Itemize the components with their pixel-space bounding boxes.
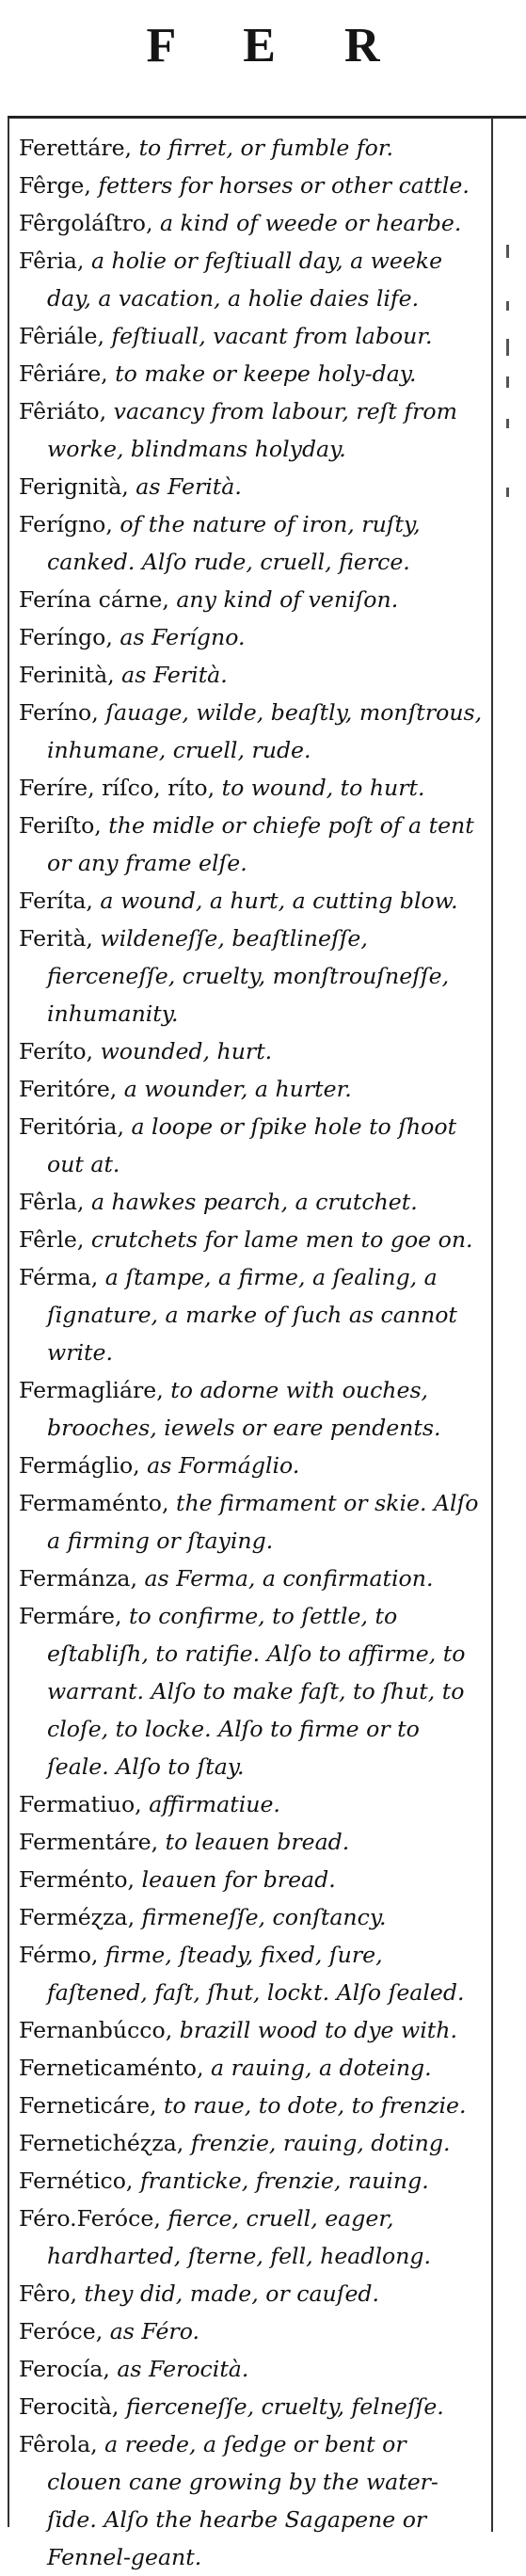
dictionary-entry	[19, 167, 486, 204]
entry-headword: Feritóre,	[19, 1076, 118, 1102]
dictionary-entry	[19, 2275, 486, 2312]
dictionary-entry	[19, 618, 486, 656]
entry-definition: the midle or chiefe poſt of a tent or any frame elſe.	[47, 812, 474, 876]
dictionary-entry	[19, 1560, 486, 1597]
entry-headword: Fernanbúcco,	[19, 2017, 173, 2043]
entry-headword: Fêrge,	[19, 172, 91, 199]
entry-definition: ſauage, wilde, beaſtly, monſtrous, inhumane, cruell, rude.	[47, 699, 483, 763]
entry-headword: Fêrla,	[19, 1189, 85, 1215]
entry-headword: Fêrola,	[19, 2431, 98, 2457]
entry-definition: a kind of weede or hearbe.	[159, 210, 462, 236]
entry-definition: as Ferígno.	[120, 624, 246, 650]
dictionary-entry	[19, 317, 486, 355]
entry-headword: Fêrgoláſtro,	[19, 210, 153, 236]
entry-headword: Ferocía,	[19, 2356, 110, 2382]
entry-definition: fetters for horses or other cattle.	[98, 172, 470, 199]
entry-definition: any kind of veniſon.	[176, 586, 399, 613]
entry-headword: Férma,	[19, 1264, 99, 1290]
entry-definition: feſtiuall, vacant from labour.	[111, 323, 433, 349]
dictionary-entry	[19, 1447, 486, 1484]
entry-headword: Feróce,	[19, 2318, 104, 2344]
entry-headword: Fermaménto,	[19, 1490, 169, 1516]
entry-headword: Ferneticaménto,	[19, 2055, 204, 2081]
entry-definition: to firret, or fumble for.	[138, 135, 394, 161]
entry-definition: a loope or ſpike hole to ſhoot out at.	[47, 1113, 457, 1177]
dictionary-entry	[19, 505, 486, 581]
entry-headword: Fêrle,	[19, 1226, 85, 1253]
header-rule	[8, 116, 526, 119]
dictionary-entry	[19, 1936, 486, 2011]
entry-definition: fierce, cruell, eager, hardharted, ſterne, fell, headlong.	[47, 2205, 432, 2269]
entry-definition: crutchets for lame men to goe on.	[90, 1226, 473, 1253]
entry-definition: as Ferocità.	[117, 2356, 249, 2382]
entry-headword: Fermánza,	[19, 1565, 137, 1592]
entry-headword: Ferignità,	[19, 473, 129, 500]
dictionary-entry	[19, 204, 486, 242]
entry-definition: to confirme, to ſettle, to eſtabliſh, to ratifie. Alſo to affirme, to warrant. Alſo to make faſt, to ſhut, to cloſe, to locke. Alſo to firme or to ſeale. Alſo to ſtay.	[47, 1603, 466, 1780]
entry-definition: a wound, a hurt, a cutting blow.	[100, 888, 458, 914]
entry-definition: of the nature of iron, ruſty, canked. Alſo rude, cruell, fierce.	[47, 511, 421, 575]
dictionary-entry	[19, 1823, 486, 1861]
entry-headword: Ferína cárne,	[19, 586, 169, 613]
dictionary-entry	[19, 1484, 486, 1560]
entry-headword: Ferneticáre,	[19, 2092, 157, 2119]
entry-headword: Ferità,	[19, 925, 93, 952]
dictionary-entry	[19, 1258, 486, 1371]
dictionary-entry	[19, 2350, 486, 2388]
entry-definition: as Formáglio.	[147, 1452, 300, 1479]
entry-definition: brazill wood to dye with.	[179, 2017, 457, 2043]
dictionary-entry	[19, 656, 486, 694]
entry-headword: Feríngo,	[19, 624, 113, 650]
entry-headword: Feríta,	[19, 888, 93, 914]
dictionary-entry	[19, 129, 486, 167]
dictionary-entry	[19, 1371, 486, 1447]
dictionary-entry	[19, 2087, 486, 2124]
entry-headword: Férmo,	[19, 1942, 99, 1968]
entry-headword: Fernético,	[19, 2168, 134, 2194]
entry-headword: Fermatiuo,	[19, 1791, 142, 1817]
entry-definition: affirmatiue.	[149, 1791, 280, 1817]
entry-definition: the firmament or skie. Alſo a firming or ſtaying.	[47, 1490, 479, 1554]
entry-headword: Fernetichéɀza,	[19, 2130, 184, 2156]
entry-headword: Fermentáre,	[19, 1829, 159, 1855]
entry-definition: wildeneſſe, beaſtlineſſe, fierceneſſe, cruelty, monſtrouſneſſe, inhumanity.	[47, 925, 450, 1027]
margin-ticks	[501, 235, 519, 1176]
entry-definition: to adorne with ouches, brooches, iewels or eare pendents.	[47, 1377, 441, 1441]
entry-definition: vacancy from labour, reſt from worke, blindmans holyday.	[47, 398, 457, 462]
entry-headword: Ferettáre,	[19, 135, 133, 161]
dictionary-entry	[19, 355, 486, 392]
entry-headword: Ferocità,	[19, 2393, 120, 2420]
entry-headword: Feríno,	[19, 699, 99, 726]
dictionary-entry	[19, 392, 486, 468]
dictionary-entry	[19, 2388, 486, 2425]
entry-headword: Ferméɀza,	[19, 1904, 135, 1930]
entry-definition: a hawkes pearch, a crutchet.	[90, 1189, 418, 1215]
entry-headword: Fêriáto,	[19, 398, 107, 424]
entry-definition: to make or keepe holy-day.	[115, 360, 417, 387]
page-header	[0, 0, 526, 90]
dictionary-entries	[19, 129, 486, 2576]
dictionary-entry	[19, 1070, 486, 1108]
entry-definition: a wounder, a hurter.	[123, 1076, 352, 1102]
entry-headword: Ferinità,	[19, 662, 115, 688]
dictionary-entry	[19, 1861, 486, 1898]
dictionary-entry	[19, 807, 486, 882]
dictionary-entry	[19, 1032, 486, 1070]
entry-definition: fierceneſſe, cruelty, felneſſe.	[125, 2393, 444, 2420]
entry-headword: Feríre, ríſco, ríto,	[19, 775, 215, 801]
entry-definition: as Ferità.	[135, 473, 242, 500]
column-rule-left	[8, 118, 9, 2527]
entry-headword: Fêriále,	[19, 323, 104, 349]
dictionary-entry	[19, 468, 486, 505]
dictionary-entry	[19, 769, 486, 807]
entry-definition: frenzie, rauing, doting.	[190, 2130, 451, 2156]
entry-headword: Fermáre,	[19, 1603, 122, 1629]
entry-definition: firmeneſſe, conſtancy.	[141, 1904, 387, 1930]
entry-definition: to wound, to hurt.	[221, 775, 425, 801]
dictionary-entry	[19, 2049, 486, 2087]
entry-headword: Fêriáre,	[19, 360, 108, 387]
entry-definition: a reede, a ſedge or bent or clouen cane growing by the water-ſide. Alſo the hearbe Sagapene or Fennel-geant.	[47, 2431, 438, 2570]
dictionary-entry	[19, 1597, 486, 1785]
entry-headword: Fermagliáre,	[19, 1377, 164, 1403]
entry-headword: Feriſto,	[19, 812, 102, 839]
dictionary-entry	[19, 2011, 486, 2049]
entry-definition: wounded, hurt.	[100, 1038, 273, 1064]
dictionary-entry	[19, 2312, 486, 2350]
dictionary-entry	[19, 1221, 486, 1258]
dictionary-entry	[19, 2162, 486, 2200]
entry-headword: Fermáglio,	[19, 1452, 140, 1479]
entry-definition: to leauen bread.	[165, 1829, 350, 1855]
entry-definition: as Féro.	[109, 2318, 199, 2344]
entry-definition: leauen for bread.	[141, 1866, 336, 1893]
entry-headword: Fêria,	[19, 248, 85, 274]
entry-headword: Ferígno,	[19, 511, 113, 537]
entry-definition: as Ferità.	[121, 662, 228, 688]
entry-definition: to raue, to dote, to frenzie.	[164, 2092, 467, 2119]
dictionary-entry	[19, 920, 486, 1032]
dictionary-entry	[19, 1183, 486, 1221]
entry-definition: firme, ſteady, fixed, ſure, faſtened, faſt, ſhut, lockt. Alſo ſealed.	[47, 1942, 465, 2006]
entry-headword: Féro.Feróce,	[19, 2205, 161, 2232]
dictionary-entry	[19, 1785, 486, 1823]
dictionary-entry	[19, 1108, 486, 1183]
entry-definition: a rauing, a doteing.	[211, 2055, 432, 2081]
running-head: F E R	[146, 18, 408, 72]
entry-headword: Feríto,	[19, 1038, 94, 1064]
dictionary-entry	[19, 2124, 486, 2162]
entry-definition: they did, made, or cauſed.	[84, 2280, 380, 2307]
dictionary-entry	[19, 1898, 486, 1936]
entry-headword: Fêro,	[19, 2280, 78, 2307]
dictionary-entry	[19, 694, 486, 769]
entry-definition: a ſtampe, a firme, a ſealing, a ſignature, a marke of ſuch as cannot write.	[47, 1264, 457, 1366]
dictionary-entry	[19, 882, 486, 920]
dictionary-entry	[19, 581, 486, 618]
entry-headword: Ferménto,	[19, 1866, 135, 1893]
entry-definition: as Ferma, a confirmation.	[144, 1565, 434, 1592]
entry-definition: franticke, frenzie, rauing.	[139, 2168, 429, 2194]
dictionary-entry	[19, 242, 486, 317]
dictionary-entry	[19, 2200, 486, 2275]
entry-definition: a holie or feſtiuall day, a weeke day, a vacation, a holie daies life.	[47, 248, 443, 312]
dictionary-entry	[19, 2425, 486, 2576]
column-rule-right	[491, 118, 493, 2532]
entry-headword: Feritória,	[19, 1113, 124, 1140]
